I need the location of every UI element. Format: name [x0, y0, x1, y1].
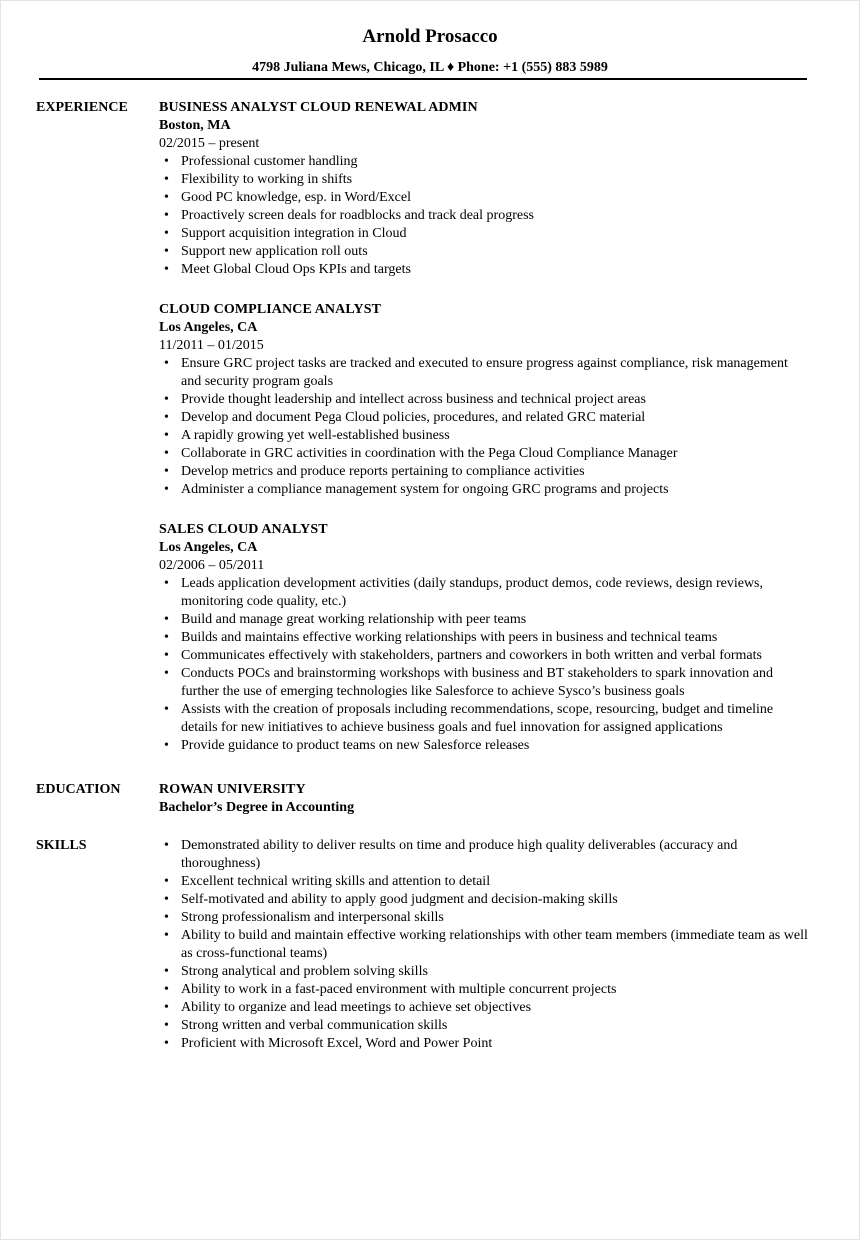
skill-text: Excellent technical writing skills and attention to detail: [181, 874, 491, 889]
bullet-icon: •: [164, 446, 169, 461]
bullet-text: Support acquisition integration in Cloud: [181, 226, 407, 241]
bullet-icon: •: [164, 648, 169, 663]
list-item: [159, 355, 809, 391]
skill-text: Strong professionalism and interpersonal skills: [181, 910, 444, 925]
bullet-icon: •: [164, 356, 169, 371]
bullet-icon: •: [164, 262, 169, 277]
bullet-icon: •: [164, 1000, 169, 1015]
list-item: [159, 575, 809, 611]
list-item: [159, 963, 809, 981]
job-bullet-list: [159, 153, 809, 279]
list-item: [159, 909, 809, 927]
bullet-icon: •: [164, 172, 169, 187]
skill-text: Strong analytical and problem solving skills: [181, 964, 428, 979]
job-title: SALES CLOUD ANALYST: [159, 522, 328, 537]
bullet-icon: •: [164, 410, 169, 425]
list-item: [159, 873, 809, 891]
list-item: [159, 981, 809, 999]
bullet-text: Communicates effectively with stakeholders, partners and coworkers in both written and verbal formats: [181, 648, 762, 663]
bullet-icon: •: [164, 928, 169, 943]
bullet-icon: •: [164, 244, 169, 259]
job-location: Boston, MA: [159, 118, 231, 133]
list-item: [159, 629, 809, 647]
list-item: [159, 927, 809, 963]
skill-text: Ability to work in a fast-paced environment with multiple concurrent projects: [181, 982, 617, 997]
list-item: [159, 837, 809, 873]
list-item: [159, 1017, 809, 1035]
bullet-icon: •: [164, 874, 169, 889]
list-item: [159, 391, 809, 409]
bullet-text: Assists with the creation of proposals including recommendations, scope, resourcing, budget and timeline details for new initiatives to achieve business goals and fuel innovation for assigned applications: [181, 702, 774, 735]
header-divider: [39, 78, 807, 80]
bullet-icon: •: [164, 630, 169, 645]
list-item: [159, 701, 809, 737]
list-item: [159, 999, 809, 1017]
list-item: [159, 611, 809, 629]
candidate-name: Arnold Prosacco: [362, 26, 498, 47]
job-bullet-list: [159, 355, 809, 499]
degree: Bachelor’s Degree in Accounting: [159, 800, 355, 815]
bullet-icon: •: [164, 702, 169, 717]
section-label-skills: SKILLS: [36, 838, 87, 853]
bullet-icon: •: [164, 738, 169, 753]
job-title: BUSINESS ANALYST CLOUD RENEWAL ADMIN: [159, 100, 478, 115]
list-item: [159, 409, 809, 427]
school-name: ROWAN UNIVERSITY: [159, 782, 306, 797]
bullet-icon: •: [164, 964, 169, 979]
bullet-text: Flexibility to working in shifts: [181, 172, 353, 187]
skill-text: Self-motivated and ability to apply good judgment and decision-making skills: [181, 892, 618, 907]
list-item: [159, 891, 809, 909]
list-item: [159, 737, 809, 755]
job-bullet-list: [159, 575, 809, 755]
bullet-icon: •: [164, 892, 169, 907]
job-entry: [159, 99, 809, 279]
job-location: Los Angeles, CA: [159, 320, 258, 335]
bullet-icon: •: [164, 576, 169, 591]
bullet-text: Provide thought leadership and intellect across business and technical project areas: [181, 392, 646, 407]
list-item: [159, 665, 809, 701]
bullet-icon: •: [164, 428, 169, 443]
list-item: [159, 207, 809, 225]
bullet-icon: •: [164, 1018, 169, 1033]
bullet-text: Conducts POCs and brainstorming workshops with business and BT stakeholders to spark innovation and further the use of emerging technologies like Salesforce to achieve Sysco’s business goals: [181, 666, 773, 699]
bullet-icon: •: [164, 464, 169, 479]
bullet-icon: •: [164, 982, 169, 997]
bullet-text: Provide guidance to product teams on new Salesforce releases: [181, 738, 530, 753]
list-item: [159, 427, 809, 445]
bullet-icon: •: [164, 392, 169, 407]
job-title: CLOUD COMPLIANCE ANALYST: [159, 302, 382, 317]
job-dates: 02/2006 – 05/2011: [159, 558, 265, 573]
list-item: [159, 243, 809, 261]
bullet-icon: •: [164, 838, 169, 853]
bullet-text: A rapidly growing yet well-established business: [181, 428, 450, 443]
skill-text: Strong written and verbal communication skills: [181, 1018, 448, 1033]
job-entry: [159, 301, 809, 499]
skills-entry: [159, 837, 809, 1053]
contact-line: 4798 Juliana Mews, Chicago, IL ♦ Phone: +1 (555) 883 5989: [252, 60, 608, 75]
job-location: Los Angeles, CA: [159, 540, 258, 555]
list-item: [159, 481, 809, 499]
bullet-icon: •: [164, 208, 169, 223]
job-entry: [159, 521, 809, 755]
list-item: [159, 647, 809, 665]
bullet-text: Professional customer handling: [181, 154, 358, 169]
list-item: [159, 1035, 809, 1053]
list-item: [159, 153, 809, 171]
education-entry: [159, 781, 809, 817]
bullet-text: Ensure GRC project tasks are tracked and executed to ensure progress against compliance, risk management and security program goals: [181, 356, 788, 389]
skills-bullet-list: [159, 837, 809, 1053]
bullet-icon: •: [164, 482, 169, 497]
list-item: [159, 445, 809, 463]
bullet-icon: •: [164, 226, 169, 241]
list-item: [159, 225, 809, 243]
bullet-text: Develop and document Pega Cloud policies, procedures, and related GRC material: [181, 410, 646, 425]
bullet-icon: •: [164, 666, 169, 681]
bullet-text: Build and manage great working relationship with peer teams: [181, 612, 527, 627]
bullet-text: Meet Global Cloud Ops KPIs and targets: [181, 262, 411, 277]
skill-text: Ability to organize and lead meetings to achieve set objectives: [181, 1000, 532, 1015]
job-dates: 11/2011 – 01/2015: [159, 338, 264, 353]
list-item: [159, 171, 809, 189]
bullet-icon: •: [164, 154, 169, 169]
bullet-text: Proactively screen deals for roadblocks and track deal progress: [181, 208, 534, 223]
section-label-experience: EXPERIENCE: [36, 100, 128, 115]
skill-text: Proficient with Microsoft Excel, Word and Power Point: [181, 1036, 493, 1051]
bullet-icon: •: [164, 612, 169, 627]
skill-text: Ability to build and maintain effective working relationships with other team members (immediate team as well as cross-functional teams): [181, 928, 808, 961]
bullet-text: Support new application roll outs: [181, 244, 368, 259]
bullet-icon: •: [164, 190, 169, 205]
bullet-text: Develop metrics and produce reports pertaining to compliance activities: [181, 464, 585, 479]
list-item: [159, 261, 809, 279]
bullet-text: Leads application development activities (daily standups, product demos, code reviews, design reviews, monitoring code quality, etc.): [181, 576, 764, 609]
list-item: [159, 189, 809, 207]
bullet-icon: •: [164, 910, 169, 925]
bullet-text: Builds and maintains effective working relationships with peers in business and technical teams: [181, 630, 718, 645]
list-item: [159, 463, 809, 481]
bullet-text: Collaborate in GRC activities in coordination with the Pega Cloud Compliance Manager: [181, 446, 678, 461]
bullet-text: Good PC knowledge, esp. in Word/Excel: [181, 190, 411, 205]
bullet-text: Administer a compliance management system for ongoing GRC programs and projects: [181, 482, 669, 497]
bullet-icon: •: [164, 1036, 169, 1051]
job-dates: 02/2015 – present: [159, 136, 260, 151]
section-label-education: EDUCATION: [36, 782, 121, 797]
skill-text: Demonstrated ability to deliver results on time and produce high quality deliverables (accuracy and thoroughness): [181, 838, 738, 871]
